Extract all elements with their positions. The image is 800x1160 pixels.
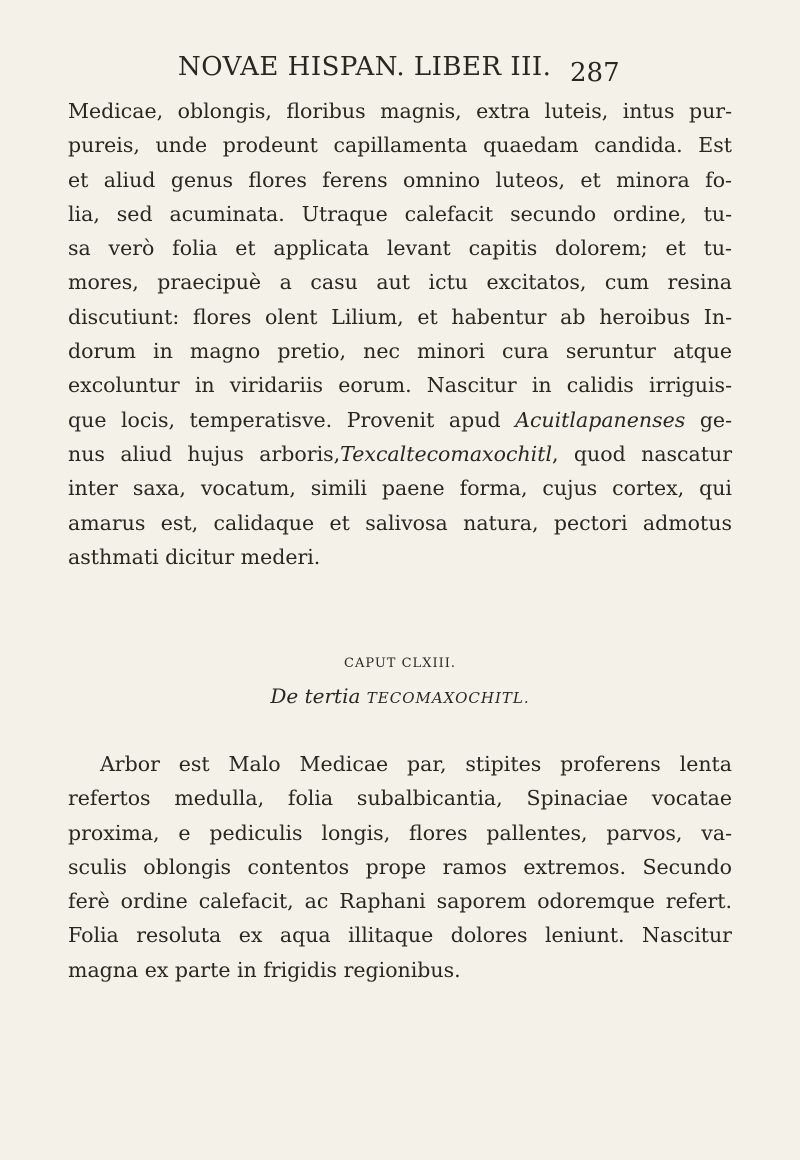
text-line-with-italic (68, 437, 732, 471)
text-segment: nus aliud hujus arboris, (68, 441, 341, 466)
page-number: 287 (570, 58, 620, 88)
text-line: pureis, unde prodeunt capillamenta quaedam candida. Est (68, 133, 732, 158)
running-title: NOVAE HISPAN. LIBER III. (178, 52, 552, 82)
text-line: Medicae, oblongis, floribus magnis, extra luteis, intus pur- (68, 99, 732, 123)
paragraph-2 (68, 747, 732, 987)
chapter-title (0, 684, 800, 708)
text-line: asthmati dicitur mederi. (68, 544, 321, 569)
text-line: amarus est, calidaque et salivosa natura, pectori admotus (68, 510, 732, 535)
text-line: sculis oblongis contentos prope ramos extremos. Secundo (68, 854, 732, 879)
text-line: magna ex parte in frigidis regionibus. (68, 957, 461, 982)
text-line: lia, sed acuminata. Utraque calefacit secundo ordine, tu- (68, 201, 732, 226)
paragraph-1 (68, 94, 732, 574)
chapter-number: CAPUT CLXIII. (344, 656, 456, 671)
italic-people-name: Acuitlapanenses (515, 407, 686, 432)
text-line: sa verò folia et applicata levant capitis dolorem; et tu- (68, 236, 732, 261)
text-line: Arbor est Malo Medicae par, stipites proferens lenta (100, 752, 732, 776)
text-line: mores, praecipuè a casu aut ictu excitatos, cum resina (68, 270, 732, 295)
chapter-title-prefix: De tertia (270, 684, 361, 708)
text-line: dorum in magno pretio, nec minori cura seruntur atque (68, 339, 732, 364)
chapter-title-name: TECOMAXOCHITL. (366, 689, 530, 707)
italic-tree-name: Texcaltecomaxochitl (340, 441, 552, 466)
text-line: proxima, e pediculis longis, flores pallentes, parvos, va- (68, 820, 732, 845)
text-segment: , quod nascatur (552, 441, 733, 466)
text-line: Folia resoluta ex aqua illitaque dolores leniunt. Nascitur (68, 923, 732, 948)
text-line: refertos medulla, folia subalbicantia, Spinaciae vocatae (68, 786, 732, 811)
text-line: discutiunt: flores olent Lilium, et habentur ab heroibus In- (68, 304, 732, 329)
text-segment: ge- (685, 407, 732, 432)
text-line: inter saxa, vocatum, simili paene forma, cujus cortex, qui (68, 476, 732, 501)
text-line: ferè ordine calefacit, ac Raphani saporem odoremque refert. (68, 889, 732, 914)
text-segment: que locis, temperatisve. Provenit apud (68, 407, 501, 432)
text-line: excoluntur in viridariis eorum. Nascitur in calidis irriguis- (68, 373, 732, 398)
text-line: et aliud genus flores ferens omnino luteos, et minora fo- (68, 167, 732, 192)
text-line-with-italic (68, 403, 732, 437)
